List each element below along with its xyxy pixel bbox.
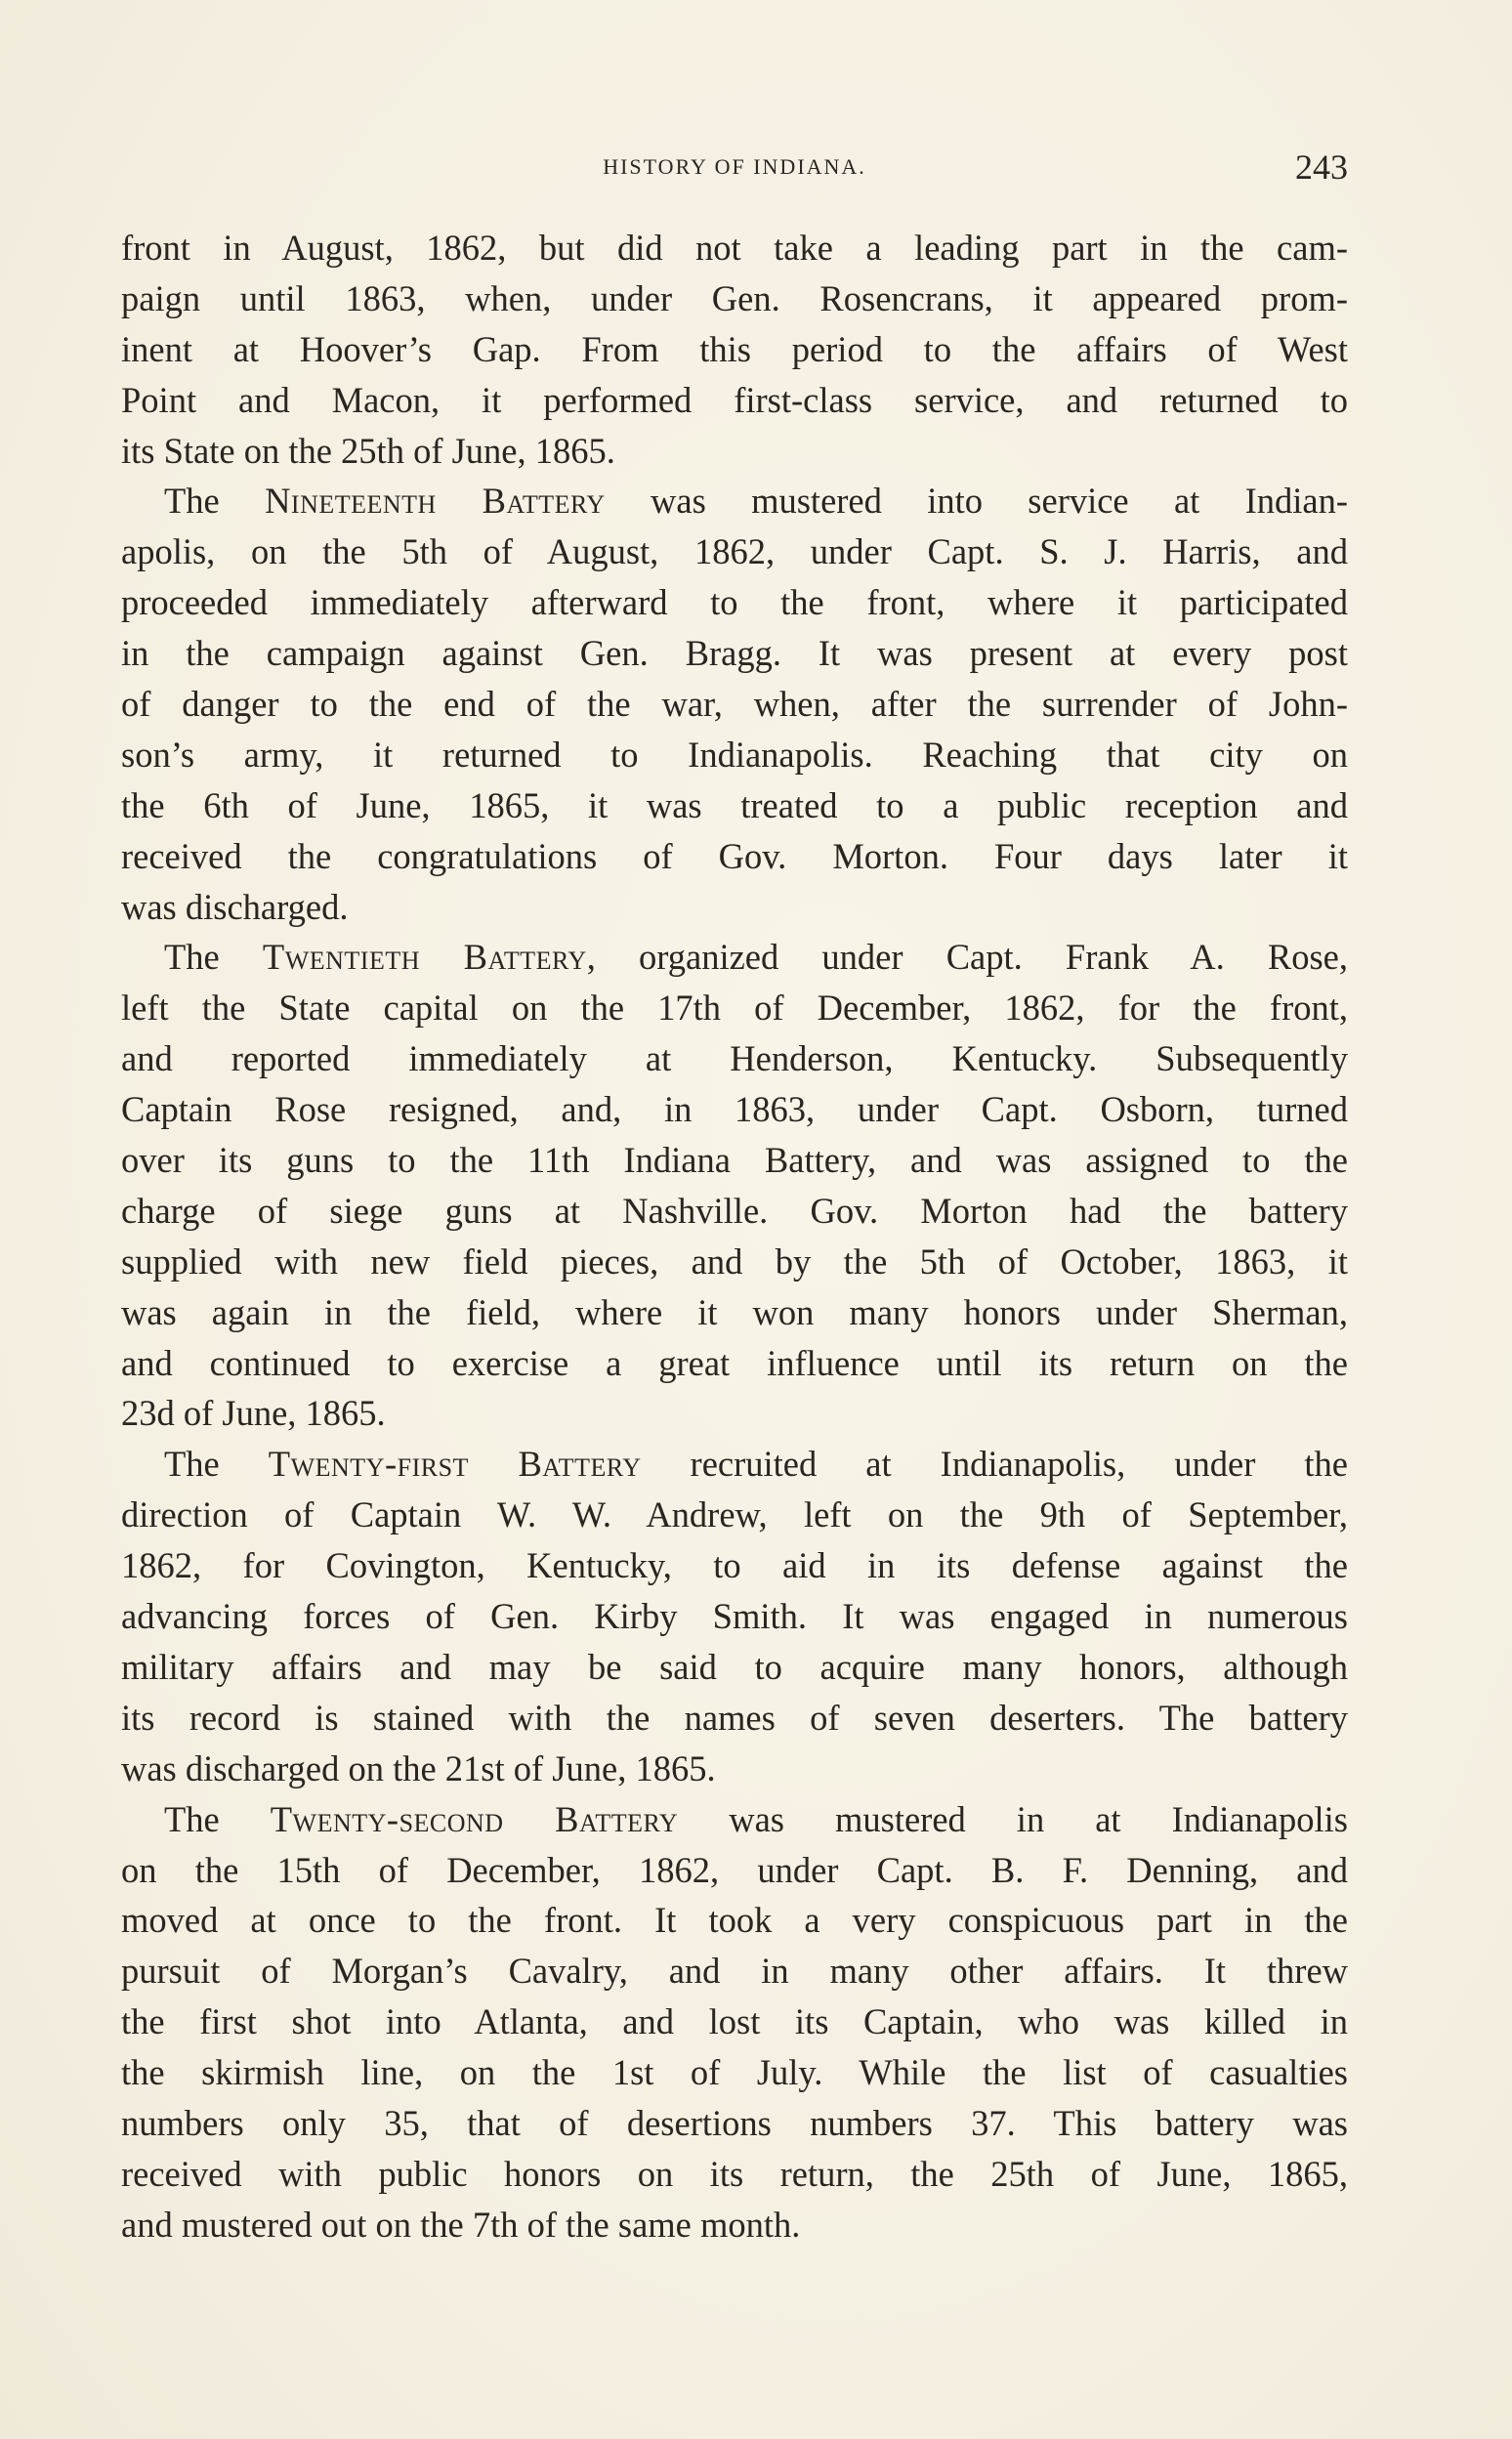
text-line: on the 15th of December, 1862, under Capt. B. F. Denning, and (121, 1849, 1348, 1890)
text-line: over its guns to the 11th Indiana Battery, and was assigned to the (121, 1140, 1348, 1181)
text-line: inent at Hoover’s Gap. From this period to the affairs of West (121, 328, 1348, 369)
text-line: front in August, 1862, but did not take a leading part in the cam- (121, 228, 1348, 268)
text-line: 1862, for Covington, Kentucky, to aid in its defense against the (121, 1545, 1348, 1586)
text-line (121, 1439, 1348, 1490)
line-lead: The (164, 1798, 271, 1839)
text-line: its State on the 25th of June, 1865. (121, 430, 615, 471)
text-line: military affairs and may be said to acquire many honors, although (121, 1646, 1348, 1687)
line-lead: The (164, 1444, 269, 1485)
text-line: apolis, on the 5th of August, 1862, under Capt. S. J. Harris, and (121, 531, 1348, 572)
text-line: its record is stained with the names of seven deserters. The battery (121, 1697, 1348, 1738)
paragraph (121, 1794, 1348, 2250)
text-line: was discharged. (121, 886, 349, 927)
paragraph (121, 1439, 1348, 1793)
text-line (121, 932, 1348, 983)
text-line: advancing forces of Gen. Kirby Smith. It was engaged in numerous (121, 1596, 1348, 1637)
running-title: HISTORY OF INDIANA. (603, 154, 866, 179)
text-line: paign until 1863, when, under Gen. Rosencrans, it appeared prom- (121, 277, 1348, 318)
text-line: left the State capital on the 17th of December, 1862, for the front, (121, 988, 1348, 1029)
text-line: Captain Rose resigned, and, in 1863, under Capt. Osborn, turned (121, 1089, 1348, 1130)
text-line: the first shot into Atlanta, and lost its Captain, who was killed in (121, 2001, 1348, 2042)
text-line: and reported immediately at Henderson, Kentucky. Subsequently (121, 1038, 1348, 1079)
text-line: of danger to the end of the war, when, after the surrender of John- (121, 684, 1348, 725)
text-line: received the congratulations of Gov. Morton. Four days later it (121, 835, 1348, 876)
text-line: charge of siege guns at Nashville. Gov. Morton had the battery (121, 1190, 1348, 1231)
line-lead: The (164, 937, 263, 978)
text-line: 23d of June, 1865. (121, 1393, 386, 1434)
text-line: was again in the field, where it won many honors under Sherman, (121, 1291, 1348, 1332)
paragraph (121, 476, 1348, 932)
text-line: received with public honors on its return, the 25th of June, 1865, (121, 2153, 1348, 2194)
line-lead: The (164, 481, 266, 522)
running-head (121, 147, 1348, 186)
text-line: pursuit of Morgan’s Cavalry, and in many other affairs. It threw (121, 1951, 1348, 1992)
text-line: Point and Macon, it performed first-class service, and returned to (121, 379, 1348, 420)
text-line (121, 1794, 1348, 1845)
body-text (121, 223, 1348, 2250)
line-rest: , organized under Capt. Frank A. Rose, (586, 937, 1348, 978)
paragraph (121, 223, 1348, 476)
text-line: supplied with new field pieces, and by the 5th of October, 1863, it (121, 1241, 1348, 1282)
text-line: the 6th of June, 1865, it was treated to a public reception and (121, 784, 1348, 825)
battery-name: Twentieth Battery (262, 937, 587, 978)
text-line: moved at once to the front. It took a very conspicuous part in the (121, 1900, 1348, 1941)
battery-name: Twenty-first Battery (268, 1444, 642, 1485)
line-rest: recruited at Indianapolis, under the (641, 1444, 1348, 1485)
text-line: and continued to exercise a great influence until its return on the (121, 1342, 1348, 1383)
text-line: proceeded immediately afterward to the front, where it participated (121, 582, 1348, 623)
text-line: direction of Captain W. W. Andrew, left on the 9th of September, (121, 1494, 1348, 1535)
page-number: 243 (1295, 147, 1348, 187)
text-line: and mustered out on the 7th of the same month. (121, 2204, 801, 2245)
battery-name: Twenty-second Battery (270, 1798, 679, 1839)
text-line: the skirmish line, on the 1st of July. While the list of casualties (121, 2052, 1348, 2093)
paragraph (121, 932, 1348, 1439)
text-line: was discharged on the 21st of June, 1865. (121, 1747, 716, 1788)
text-line: in the campaign against Gen. Bragg. It was present at every post (121, 633, 1348, 674)
line-rest: was mustered in at Indianapolis (678, 1798, 1348, 1839)
text-line (121, 476, 1348, 526)
line-rest: was mustered into service at Indian- (605, 481, 1348, 522)
text-line: son’s army, it returned to Indianapolis. Reaching that city on (121, 734, 1348, 775)
battery-name: Nineteenth Battery (265, 481, 606, 522)
text-line: numbers only 35, that of desertions numbers 37. This battery was (121, 2102, 1348, 2143)
